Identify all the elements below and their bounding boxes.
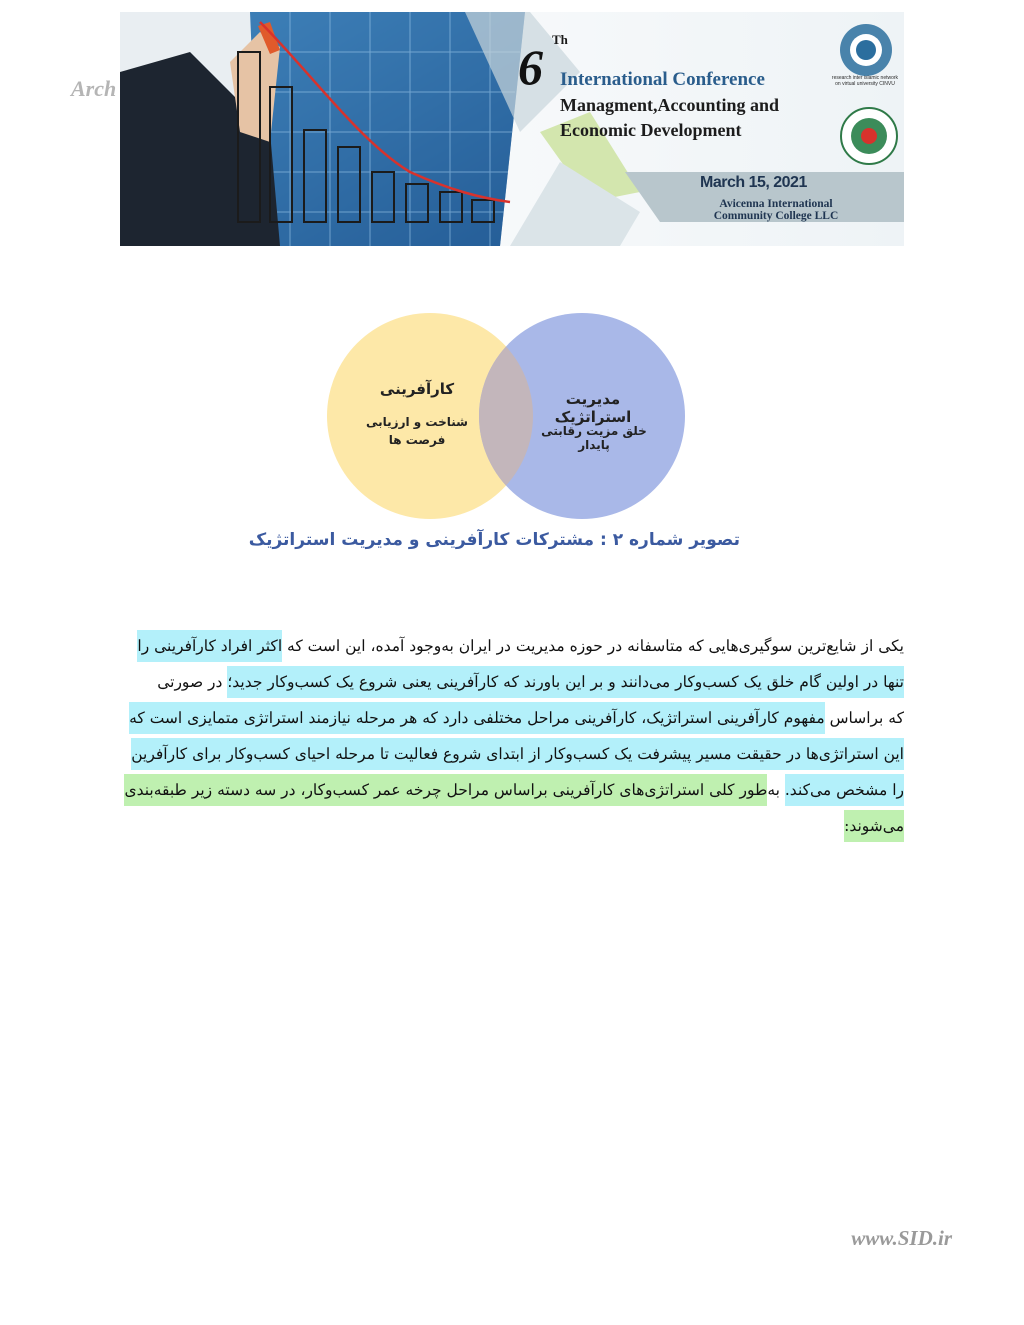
text-plain: در صورتی	[157, 673, 228, 691]
organizer-line2: Community College LLC	[713, 210, 839, 222]
footer-url: www.SID.ir	[851, 1226, 952, 1250]
text-highlight-cyan: را مشخص می‌کند.	[785, 774, 904, 806]
text-highlight-green: طور کلی استراتژی‌های کارآفرینی براساس مراحل چرخه عمر کسب‌وکار، در سه دسته زیر طبقه‌بندی	[124, 774, 767, 806]
text-plain: یکی از شایع‌ترین سوگیری‌هایی که متاسفانه در حوزه مدیریت در ایران به‌وجود آمده، این است که	[282, 637, 904, 655]
venn-right-title: مدیریت استراتژیک	[554, 390, 632, 426]
conference-subtitle-line2: Economic Development	[560, 120, 742, 140]
paragraph-line-3	[120, 700, 904, 736]
text-highlight-green: می‌شوند:	[844, 810, 904, 842]
text-highlight-cyan: این استراتژی‌ها در حقیقت مسیر پیشرفت یک کسب‌وکار از ابتدای شروع فعالیت تا مرحله احیای کسب‌وکار برای کارآفرین	[131, 738, 904, 770]
text-plain: که براساس	[824, 709, 904, 727]
paragraph-line-6	[844, 808, 904, 844]
paragraph-line-5	[120, 772, 904, 808]
text-highlight-cyan: اکثر افراد کارآفرینی را	[137, 630, 282, 662]
organizer-line1: Avicenna International	[719, 198, 833, 210]
conference-subtitle-line1: Managment,Accounting and	[560, 95, 780, 115]
edition-suffix: Th	[552, 32, 568, 47]
venn-left-subtitle: شناخت و ارزیابی فرصت ها	[366, 415, 468, 447]
text-highlight-cyan: تنها در اولین گام خلق یک کسب‌وکار می‌دانند و بر این باورند که کارآفرینی یعنی شروع یک کسب‌وکار جدید؛	[227, 666, 904, 698]
text-plain: به‌	[767, 781, 785, 799]
conference-date: March 15, 2021	[700, 174, 807, 191]
paragraph-line-1	[120, 628, 904, 664]
venn-right-subtitle: خلق مزیت رقابتی پایدار	[541, 424, 647, 452]
conference-title: International Conference	[560, 69, 765, 90]
organizer-name	[696, 198, 856, 222]
paragraph-line-4	[120, 736, 904, 772]
venn-left-title: کارآفرینی	[379, 380, 455, 398]
conference-banner	[120, 12, 904, 246]
text-highlight-cyan: مفهوم کارآفرینی استراتژیک، کارآفرینی مراحل مختلفی دارد که هر مرحله نیازمند استراتژی متمایزی است که	[129, 702, 825, 734]
edition-number: 6	[518, 39, 543, 95]
watermark-archive: Arch	[71, 76, 117, 101]
figure-caption: تصویر شماره ۲ : مشترکات کارآفرینی و مدیریت استراتژیک	[248, 530, 740, 550]
logo-caption: research inter islamic network on virtual university CINVU	[831, 75, 899, 87]
paragraph-line-2	[120, 664, 904, 700]
